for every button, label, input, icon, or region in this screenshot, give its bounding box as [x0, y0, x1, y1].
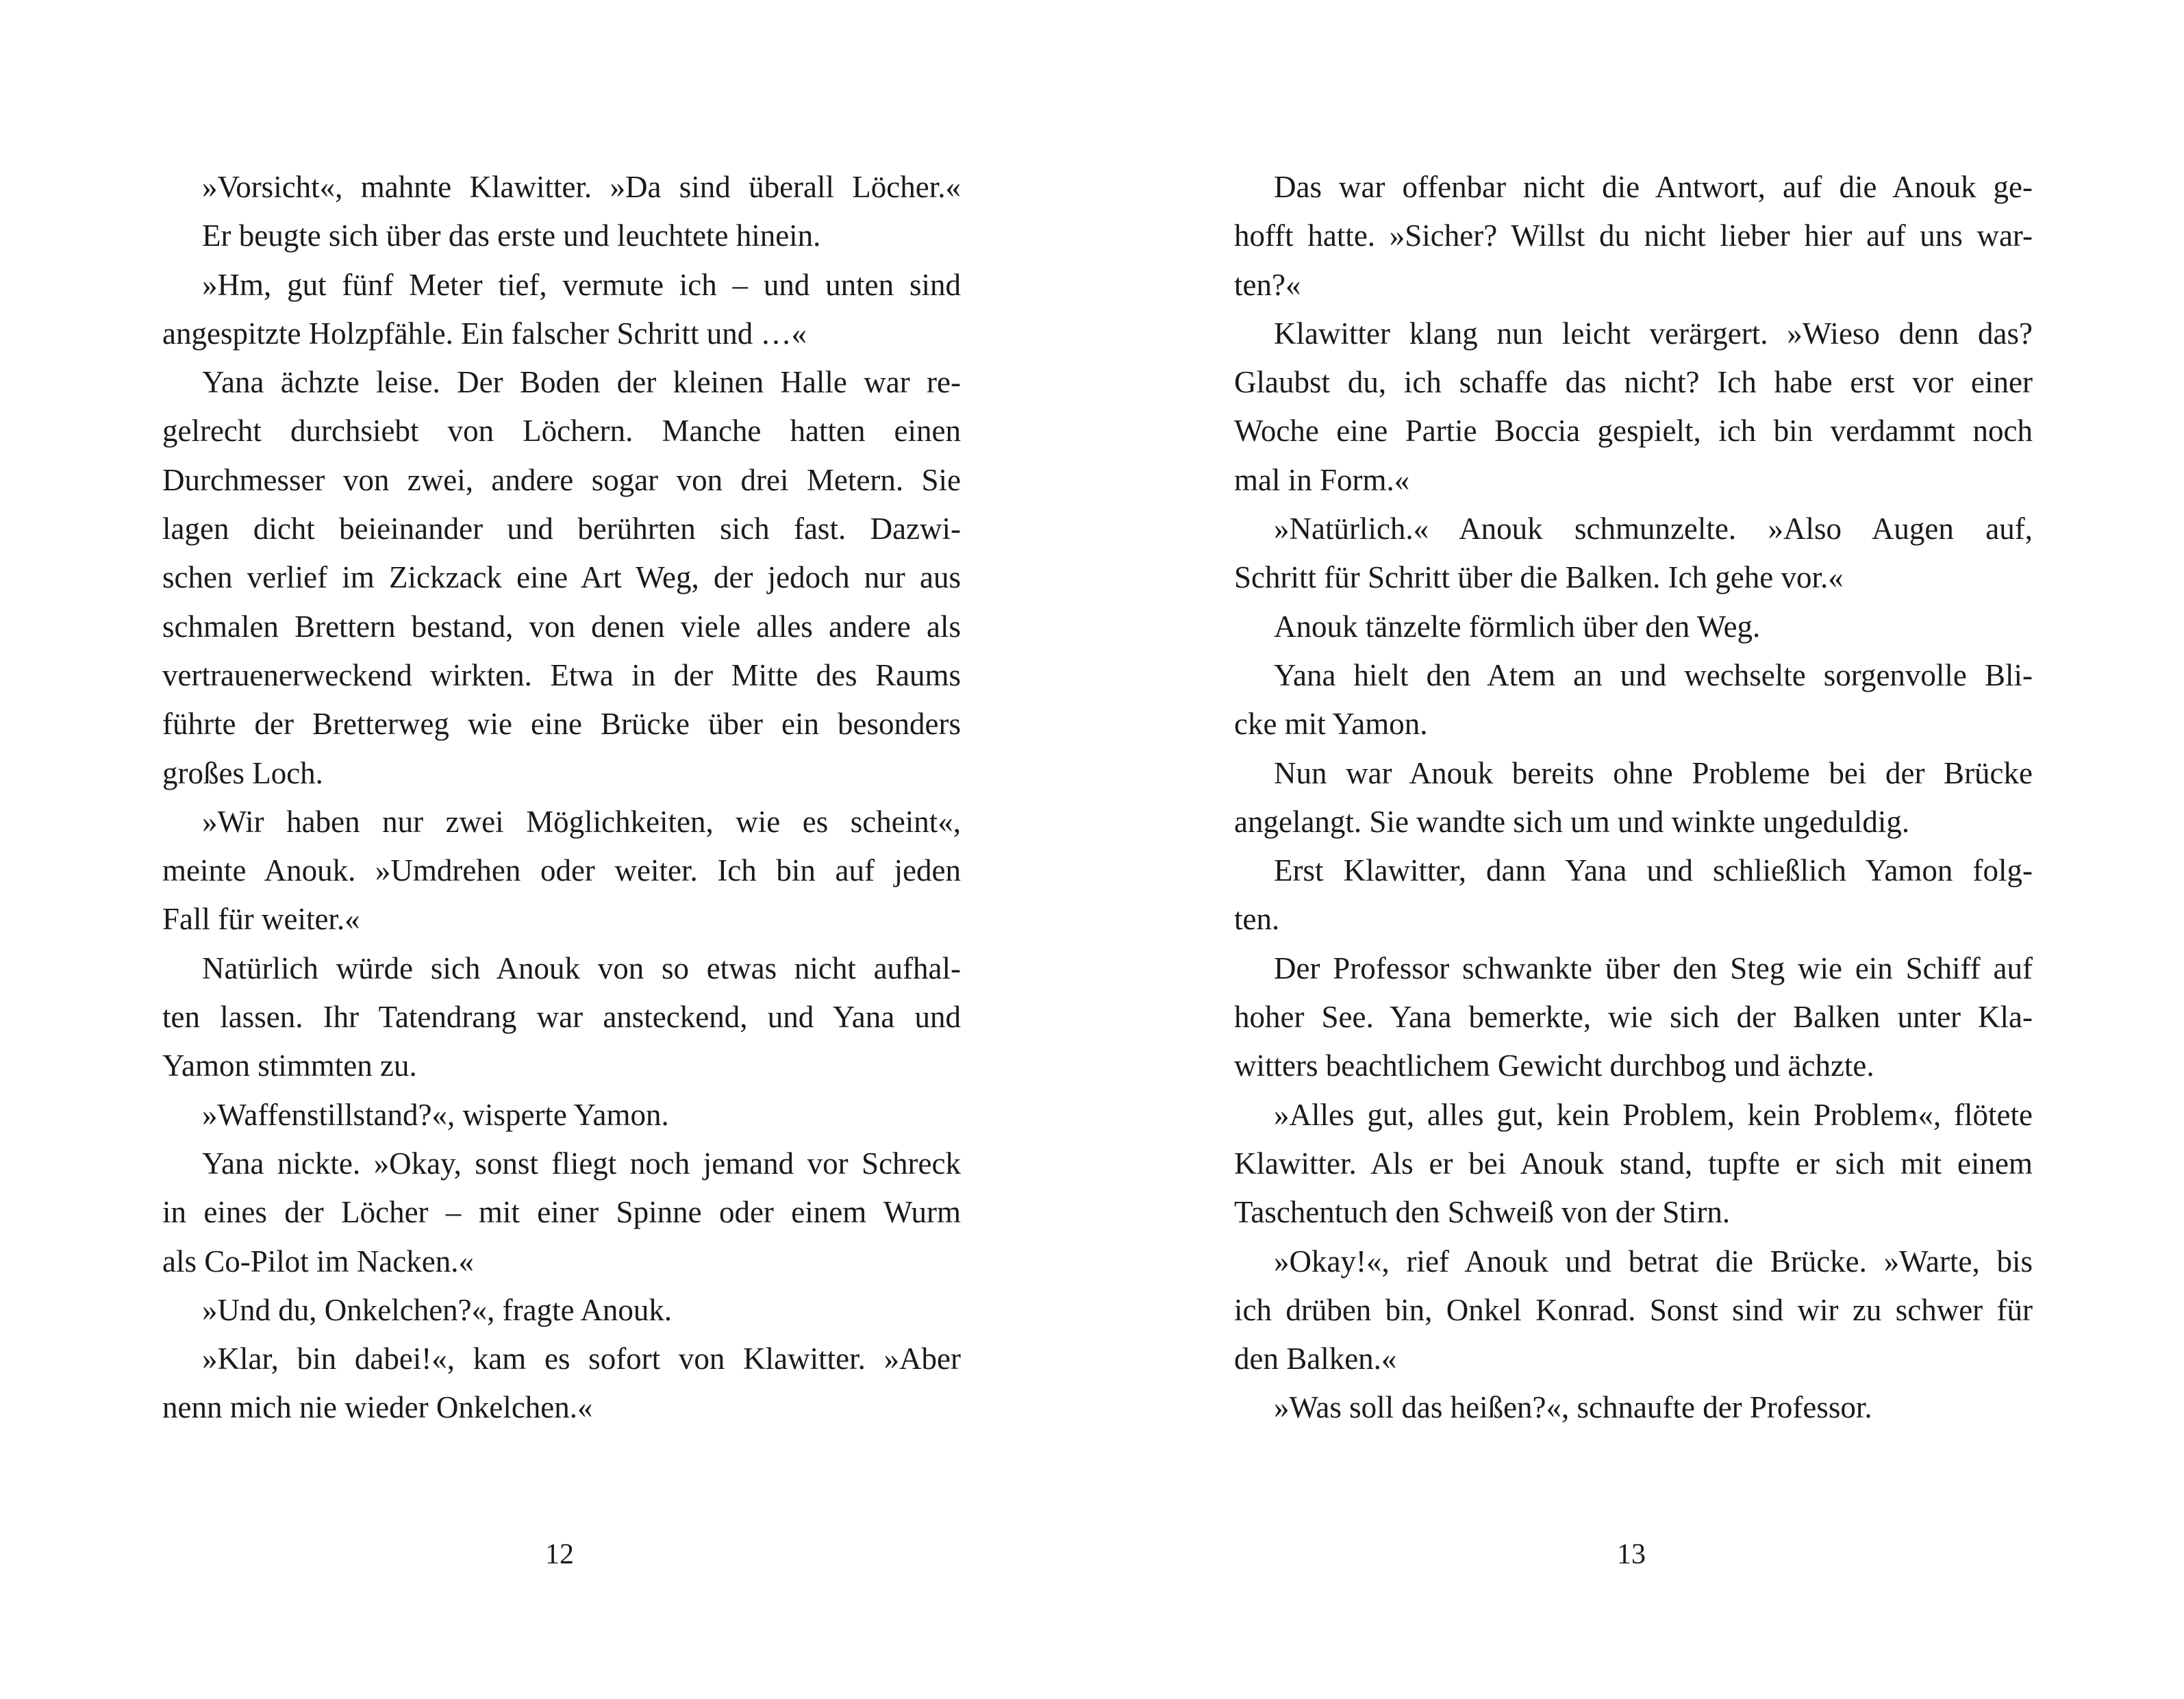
text-line: Yamon stimmten zu. — [162, 1048, 417, 1083]
text-line: Glaubst du, ich schaffe das nicht? Ich habe erst vor einer — [1234, 365, 2033, 400]
right-page-text — [1234, 163, 2033, 1433]
text-line: Yana hielt den Atem an und wechselte sorgenvolle Bli- — [1274, 657, 2033, 692]
text-line: Er beugte sich über das erste und leuchtete hinein. — [202, 218, 821, 253]
left-page-text — [162, 163, 961, 1433]
text-line: »Wir haben nur zwei Möglichkeiten, wie es scheint«, — [202, 804, 961, 839]
text-line: ich drüben bin, Onkel Konrad. Sonst sind wir zu schwer für — [1234, 1292, 2033, 1327]
text-line: witters beachtlichem Gewicht durchbog und ächzte. — [1234, 1048, 1874, 1083]
text-line: »Klar, bin dabei!«, kam es sofort von Klawitter. »Aber — [202, 1342, 961, 1376]
text-line: nenn mich nie wieder Onkelchen.« — [162, 1390, 593, 1425]
text-line: ten?« — [1234, 267, 1301, 302]
text-line: großes Loch. — [162, 755, 323, 790]
text-line: Erst Klawitter, dann Yana und schließlich Yamon folg- — [1274, 853, 2033, 888]
text-line: den Balken.« — [1234, 1342, 1397, 1376]
text-line: »Natürlich.« Anouk schmunzelte. »Also Augen auf, — [1274, 512, 2033, 546]
text-line: »Und du, Onkelchen?«, fragte Anouk. — [202, 1292, 673, 1327]
text-line: Klawitter. Als er bei Anouk stand, tupfte er sich mit einem — [1234, 1146, 2033, 1181]
text-line: Yana ächzte leise. Der Boden der kleinen Halle war re- — [202, 365, 961, 400]
text-line: cke mit Yamon. — [1234, 707, 1428, 742]
text-line: hoher See. Yana bemerkte, wie sich der Balken unter Kla- — [1234, 1000, 2033, 1035]
text-line: Fall für weiter.« — [162, 902, 360, 937]
text-line: führte der Bretterweg wie eine Brücke über ein besonders — [162, 707, 961, 742]
text-line: »Okay!«, rief Anouk und betrat die Brücke. »Warte, bis — [1274, 1244, 2033, 1279]
text-line: Anouk tänzelte förmlich über den Weg. — [1274, 609, 1761, 644]
text-line: mal in Form.« — [1234, 462, 1410, 497]
text-line: Taschentuch den Schweiß von der Stirn. — [1234, 1195, 1731, 1230]
text-line: Der Professor schwankte über den Steg wie ein Schiff auf — [1274, 951, 2033, 985]
text-line: »Waffenstillstand?«, wisperte Yamon. — [202, 1097, 669, 1132]
text-line: »Was soll das heißen?«, schnaufte der Professor. — [1274, 1390, 1872, 1425]
text-line: meinte Anouk. »Umdrehen oder weiter. Ich bin auf jeden — [162, 853, 961, 888]
text-line: als Co-Pilot im Nacken.« — [162, 1244, 474, 1279]
text-line: Klawitter klang nun leicht verärgert. »Wieso denn das? — [1274, 316, 2033, 351]
text-line: Durchmesser von zwei, andere sogar von drei Metern. Sie — [162, 462, 961, 497]
text-line: ten lassen. Ihr Tatendrang war ansteckend, und Yana und — [162, 1000, 961, 1035]
text-line: schmalen Brettern bestand, von denen viele alles andere als — [162, 609, 961, 644]
text-line: »Hm, gut fünf Meter tief, vermute ich – und unten sind — [202, 267, 961, 302]
text-line: angelangt. Sie wandte sich um und winkte ungeduldig. — [1234, 804, 1910, 839]
text-line: schen verlief im Zickzack eine Art Weg, der jedoch nur aus — [162, 560, 961, 595]
page-number-left: 12 — [545, 1539, 574, 1570]
text-line: in eines der Löcher – mit einer Spinne oder einem Wurm — [162, 1195, 961, 1230]
text-line: Das war offenbar nicht die Antwort, auf die Anouk ge- — [1274, 170, 2033, 204]
text-line: Yana nickte. »Okay, sonst fliegt noch jemand vor Schreck — [202, 1146, 961, 1181]
text-line: Nun war Anouk bereits ohne Probleme bei der Brücke — [1274, 755, 2033, 790]
text-line: Schritt für Schritt über die Balken. Ich gehe vor.« — [1234, 560, 1844, 595]
page-number-right: 13 — [1617, 1539, 1646, 1570]
text-line: hofft hatte. »Sicher? Willst du nicht lieber hier auf uns war- — [1234, 218, 2033, 253]
text-line: Woche eine Partie Boccia gespielt, ich bin verdammt noch — [1234, 414, 2033, 449]
text-line: ten. — [1234, 902, 1280, 937]
text-line: »Alles gut, alles gut, kein Problem, kein Problem«, flötete — [1274, 1097, 2033, 1132]
text-line: »Vorsicht«, mahnte Klawitter. »Da sind überall Löcher.« — [202, 170, 961, 204]
text-line: lagen dicht beieinander und berührten sich fast. Dazwi- — [162, 512, 961, 546]
text-line: Natürlich würde sich Anouk von so etwas nicht aufhal- — [202, 951, 961, 985]
text-line: angespitzte Holzpfähle. Ein falscher Schritt und …« — [162, 316, 807, 351]
text-line: vertrauenerweckend wirkten. Etwa in der Mitte des Raums — [162, 657, 961, 692]
text-line: gelrecht durchsiebt von Löchern. Manche hatten einen — [162, 414, 961, 449]
